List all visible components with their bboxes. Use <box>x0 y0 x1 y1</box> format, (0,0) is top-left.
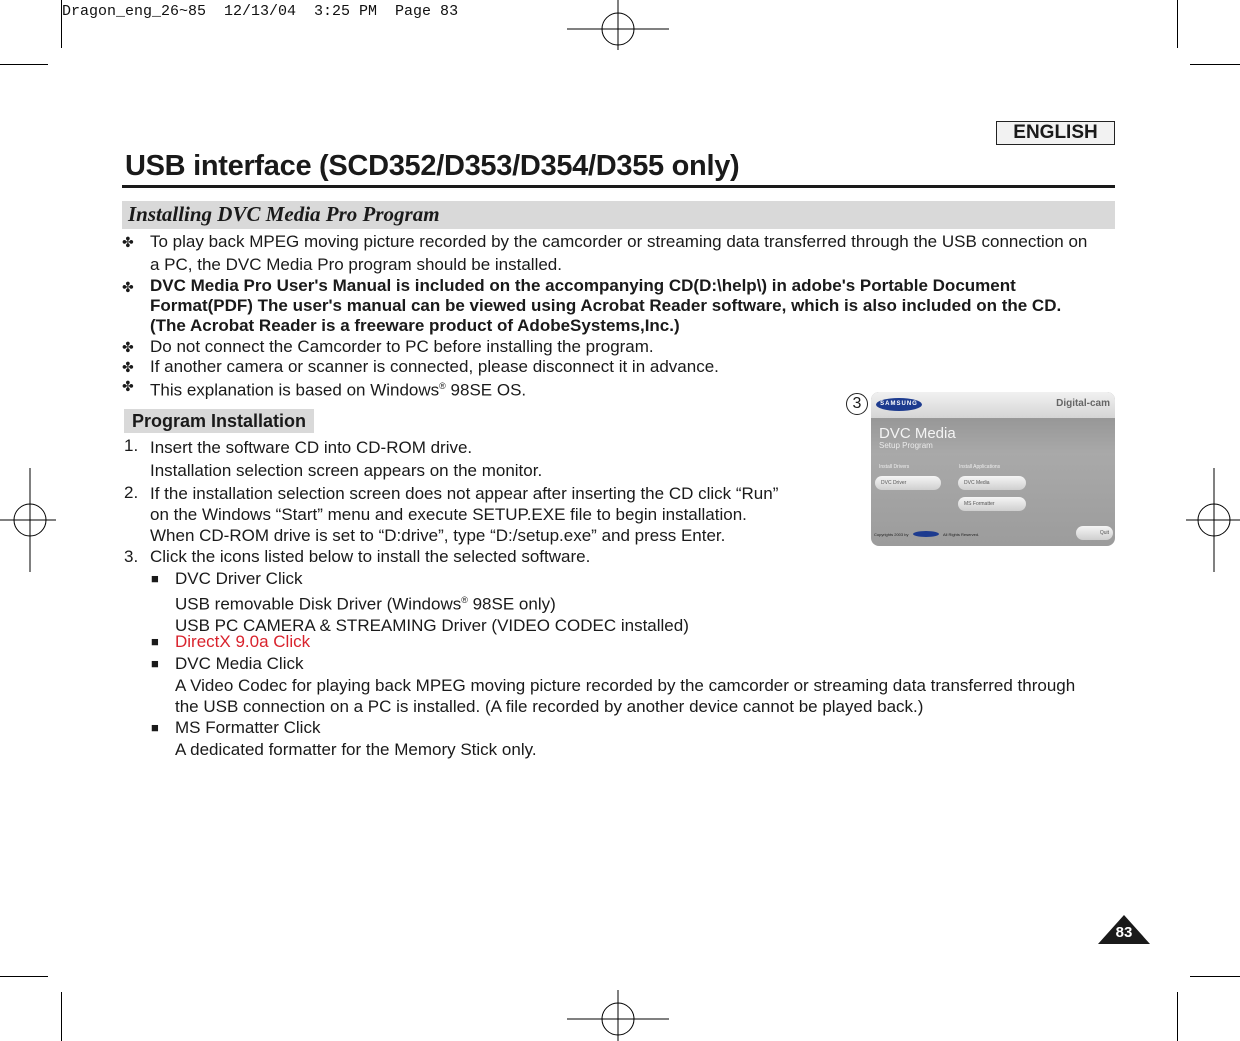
registration-mark-left <box>0 468 56 572</box>
step-number: 1. <box>124 436 139 455</box>
figure-number: 3 <box>846 393 868 415</box>
apps-label: Install Applications <box>959 464 1001 470</box>
bullet-icon: ✤ <box>122 279 134 295</box>
quit-button[interactable]: Quit <box>1076 526 1113 540</box>
item-ms-formatter: MS Formatter Click A dedicated formatter for the Memory Stick only. <box>175 718 537 759</box>
subsection-title: Program Installation <box>124 409 314 433</box>
print-slug: Dragon_eng_26~85 12/13/04 3:25 PM Page 83 <box>62 3 459 20</box>
bullet-icon: ✤ <box>122 359 134 375</box>
registration-mark-bottom <box>567 990 669 1041</box>
registration-mark-top <box>567 0 669 52</box>
item-driver: DVC Driver Click USB removable Disk Driver (Windows® 98SE only) USB PC CAMERA & STREAMING Driver (VIDEO CODEC installed) <box>175 569 689 635</box>
square-bullet-icon: ■ <box>151 656 159 671</box>
copyright-end: All Rights Reserved. <box>943 532 980 537</box>
setup-screenshot <box>871 392 1115 546</box>
screenshot-subtitle: Setup Program <box>879 441 933 450</box>
step-text: Click the icons listed below to install the selected software. <box>150 547 591 566</box>
step-text: Insert the software CD into CD-ROM drive. Installation selection screen appears on the monitor. <box>150 438 543 480</box>
bullet-text: Do not connect the Camcorder to PC before installing the program. <box>150 337 654 356</box>
dvc-driver-button[interactable]: DVC Driver <box>875 476 941 490</box>
square-bullet-icon: ■ <box>151 634 159 649</box>
step-text: If the installation selection screen does not appear after inserting the CD click “Run” on the Windows “Start” menu and execute SETUP.EXE file to begin installation. When CD-ROM drive is set to “D:drive”, type “D:/setup.exe” and press Enter. <box>150 484 779 545</box>
drivers-label: Install Drivers <box>879 464 910 470</box>
samsung-small-logo-icon <box>913 531 939 537</box>
step-number: 3. <box>124 547 139 566</box>
item-directx: DirectX 9.0a Click <box>175 632 311 651</box>
square-bullet-icon: ■ <box>151 571 159 586</box>
bullet-text: If another camera or scanner is connected, please disconnect it in advance. <box>150 357 719 376</box>
dvc-media-button[interactable]: DVC Media <box>958 476 1026 490</box>
bullet-icon: ✤ <box>122 339 134 355</box>
bullet-text: This explanation is based on Windows® 98SE OS. <box>150 380 527 400</box>
bullet-icon: ✤ <box>122 234 134 250</box>
step-number: 2. <box>124 483 139 502</box>
item-dvc-media: DVC Media Click A Video Codec for playing back MPEG moving picture recorded by the camcorder or streaming data transferred through the USB connection on a PC is installed. (A file recorded by another device cannot be played back.) <box>175 654 1076 716</box>
samsung-logo: SAMSUNG <box>876 398 922 411</box>
bullet-text: To play back MPEG moving picture recorded by the camcorder or streaming data transferred through the USB connection on a PC, the DVC Media Pro program should be installed. <box>150 232 1088 274</box>
bullet-text: DVC Media Pro User's Manual is included on the accompanying CD(D:\help\) in adobe's Portable Document Format(PDF) The user's manual can be viewed using Acrobat Reader software, which is also included on the CD. (The Acrobat Reader is a freeware product of AdobeSystems,Inc.) <box>150 276 1062 335</box>
title-rule <box>122 185 1115 188</box>
bullet-icon: ✤ <box>122 378 134 394</box>
digitalcam-logo: Digital-cam <box>1056 398 1110 409</box>
page-title: USB interface (SCD352/D353/D354/D355 only) <box>125 150 740 182</box>
registration-mark-right <box>1186 468 1240 572</box>
copyright-start: Copyrights 2003 by <box>874 532 909 537</box>
ms-formatter-button[interactable]: MS Formatter <box>958 497 1026 511</box>
language-tab: ENGLISH <box>996 121 1115 145</box>
page-number: 83 <box>1115 924 1133 941</box>
square-bullet-icon: ■ <box>151 720 159 735</box>
screenshot-title: DVC Media <box>879 425 956 442</box>
section-title: Installing DVC Media Pro Program <box>128 202 440 226</box>
